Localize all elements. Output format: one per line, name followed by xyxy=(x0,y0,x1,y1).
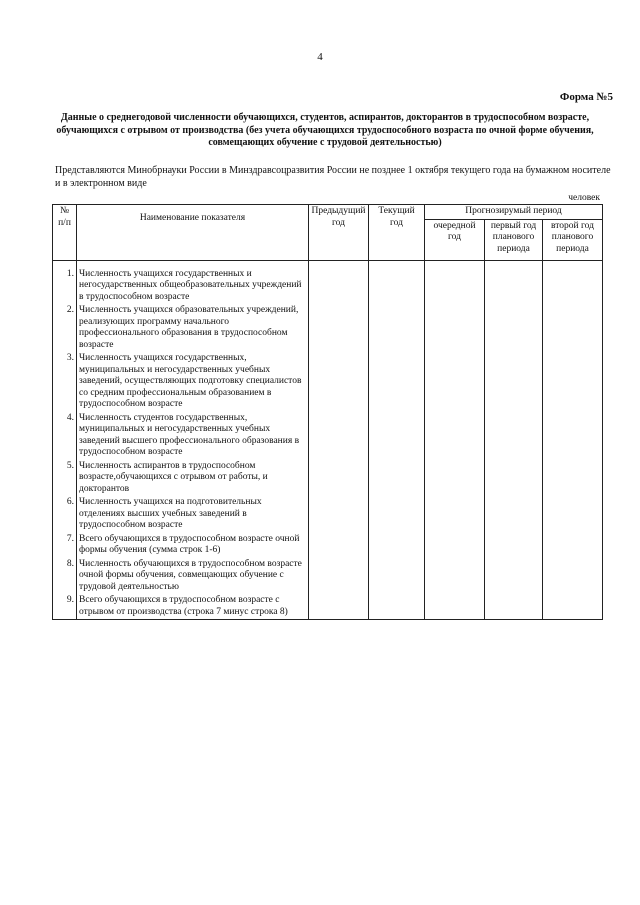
cell-curr-year xyxy=(369,558,425,595)
row-name: Всего обучающихся в трудоспособном возрасте очной формы обучения (сумма строк 1-6) xyxy=(77,533,309,558)
cell-prev-year xyxy=(309,460,369,497)
header-num: № п/п xyxy=(53,205,77,261)
cell-prev-year xyxy=(309,533,369,558)
row-name: Численность учащихся на подготовительных отделениях высших учебных заведений в трудоспособном возрасте xyxy=(77,496,309,533)
row-number: 6. xyxy=(53,496,77,533)
cell-plan1 xyxy=(485,460,543,497)
table-row xyxy=(53,594,603,620)
row-number: 3. xyxy=(53,352,77,412)
cell-plan1 xyxy=(485,533,543,558)
row-name: Численность учащихся образовательных учреждений, реализующих программу начального профессионального образования в трудоспособном возрасте xyxy=(77,304,309,352)
table-row xyxy=(53,412,603,460)
row-number: 1. xyxy=(53,268,77,305)
cell-plan1 xyxy=(485,496,543,533)
cell-next-year xyxy=(425,460,485,497)
cell-plan2 xyxy=(543,533,603,558)
cell-next-year xyxy=(425,594,485,620)
cell-curr-year xyxy=(369,304,425,352)
header-plan1: первый год планового периода xyxy=(485,219,543,260)
cell-plan2 xyxy=(543,304,603,352)
row-number: 9. xyxy=(53,594,77,620)
cell-next-year xyxy=(425,268,485,305)
table-row xyxy=(53,352,603,412)
cell-prev-year xyxy=(309,268,369,305)
cell-plan2 xyxy=(543,268,603,305)
row-name: Численность учащихся государственных, муниципальных и негосударственных учебных заведений, осуществляющих подготовку специалистов со средним профессиональным образованием в трудоспособном возрасте xyxy=(77,352,309,412)
row-number: 4. xyxy=(53,412,77,460)
row-name: Численность учащихся государственных и негосударственных общеобразовательных учреждений в трудоспособном возрасте xyxy=(77,268,309,305)
table-row xyxy=(53,268,603,305)
table-row xyxy=(53,460,603,497)
cell-prev-year xyxy=(309,352,369,412)
form-label: Форма №5 xyxy=(559,91,613,103)
units-label: человек xyxy=(568,193,600,203)
cell-plan2 xyxy=(543,352,603,412)
cell-next-year xyxy=(425,352,485,412)
table-row xyxy=(53,304,603,352)
cell-plan2 xyxy=(543,412,603,460)
header-next-year: очередной год xyxy=(425,219,485,260)
cell-curr-year xyxy=(369,594,425,620)
table-row xyxy=(53,533,603,558)
row-number: 2. xyxy=(53,304,77,352)
cell-next-year xyxy=(425,304,485,352)
page-number: 4 xyxy=(317,51,323,63)
cell-plan2 xyxy=(543,460,603,497)
row-number: 5. xyxy=(53,460,77,497)
row-name: Численность аспирантов в трудоспособном возрасте,обучающихся с отрывом от работы, и докторантов xyxy=(77,460,309,497)
cell-prev-year xyxy=(309,496,369,533)
row-number: 8. xyxy=(53,558,77,595)
row-name: Численность студентов государственных, муниципальных и негосударственных учебных заведений высшего профессионального образования в трудоспособном возрасте xyxy=(77,412,309,460)
cell-curr-year xyxy=(369,460,425,497)
header-curr-year: Текущий год xyxy=(369,205,425,261)
header-name: Наименование показателя xyxy=(77,205,309,261)
header-prev-year: Предыдущий год xyxy=(309,205,369,261)
cell-prev-year xyxy=(309,304,369,352)
cell-plan1 xyxy=(485,304,543,352)
cell-plan1 xyxy=(485,412,543,460)
cell-curr-year xyxy=(369,533,425,558)
row-number: 7. xyxy=(53,533,77,558)
cell-curr-year xyxy=(369,268,425,305)
intro-paragraph: Представляются Минобрнауки России в Минздравсоцразвития России не позднее 1 октября текущего года на бумажном носителе и в электронном виде xyxy=(55,165,611,189)
cell-curr-year xyxy=(369,352,425,412)
cell-plan1 xyxy=(485,352,543,412)
cell-prev-year xyxy=(309,594,369,620)
document-title: Данные о среднегодовой численности обучающихся, студентов, аспирантов, докторантов в трудоспособном возрасте, обучающихся с отрывом от производства (без учета обучающихся трудоспособного возраста по очной форме обучения, совмещающих обучение с трудовой деятельностью) xyxy=(56,112,594,148)
cell-plan2 xyxy=(543,558,603,595)
cell-prev-year xyxy=(309,558,369,595)
row-name: Всего обучающихся в трудоспособном возрасте с отрывом от производства (строка 7 минус строка 8) xyxy=(77,594,309,620)
header-plan2: второй год планового периода xyxy=(543,219,603,260)
cell-plan2 xyxy=(543,594,603,620)
header-forecast: Прогнозирумый период xyxy=(425,205,603,220)
cell-plan1 xyxy=(485,558,543,595)
cell-curr-year xyxy=(369,412,425,460)
cell-plan1 xyxy=(485,268,543,305)
cell-next-year xyxy=(425,412,485,460)
cell-plan1 xyxy=(485,594,543,620)
cell-curr-year xyxy=(369,496,425,533)
cell-next-year xyxy=(425,496,485,533)
cell-plan2 xyxy=(543,496,603,533)
table-row xyxy=(53,496,603,533)
cell-next-year xyxy=(425,558,485,595)
row-name: Численность обучающихся в трудоспособном возрасте очной формы обучения, совмещающих обучение с трудовой деятельностью xyxy=(77,558,309,595)
data-table xyxy=(52,204,603,620)
cell-prev-year xyxy=(309,412,369,460)
cell-next-year xyxy=(425,533,485,558)
table-row xyxy=(53,558,603,595)
